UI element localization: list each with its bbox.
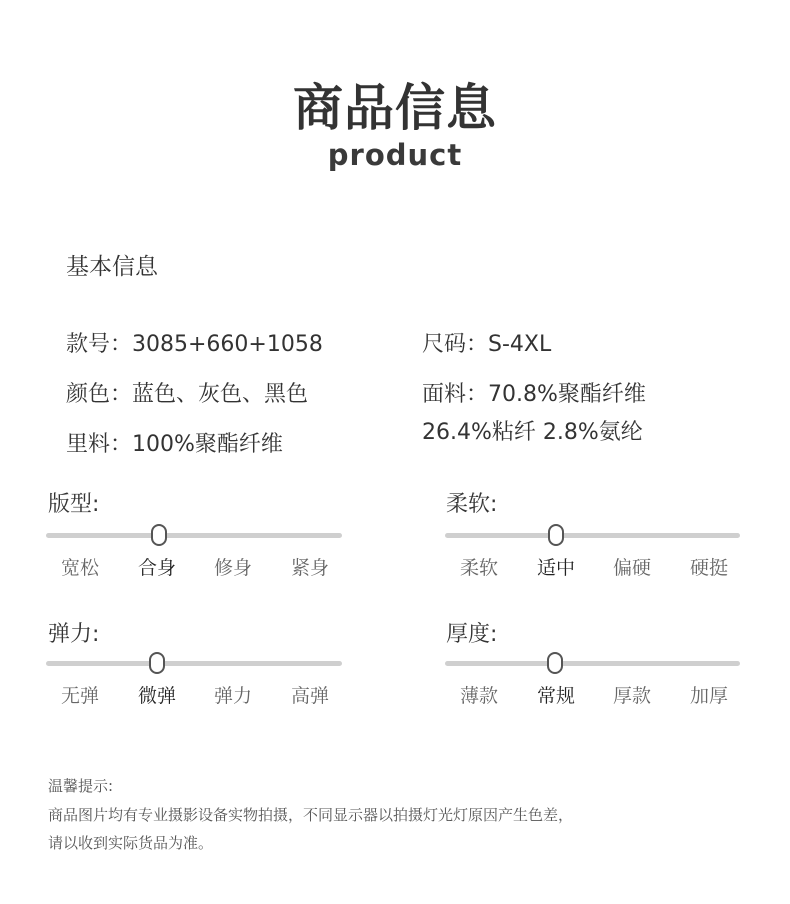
colors: 颜色：蓝色、灰色、黑色 xyxy=(66,382,309,407)
softness-option-selected: 适中 xyxy=(536,557,575,579)
softness-option: 偏硬 xyxy=(612,557,651,579)
page-title: 商品信息 xyxy=(293,79,497,137)
fabric-line-1: 面料：70.8%聚酯纤维 xyxy=(422,382,646,407)
fabric-line-2: 26.4%粘纤 2.8%氨纶 xyxy=(422,420,643,445)
elasticity-option: 弹力 xyxy=(213,685,252,707)
elasticity-option: 无弹 xyxy=(60,685,99,707)
softness-slider-track xyxy=(445,533,740,538)
thickness-option: 薄款 xyxy=(459,685,498,707)
fit-option-selected: 合身 xyxy=(137,557,176,579)
fit-slider-track xyxy=(46,533,342,538)
section-title: 基本信息 xyxy=(66,254,158,280)
thickness-slider-track xyxy=(445,661,740,666)
elasticity-option-selected: 微弹 xyxy=(137,685,176,707)
lining: 里料：100%聚酯纤维 xyxy=(66,432,283,457)
softness-option: 柔软 xyxy=(459,557,498,579)
softness-slider-knob[interactable] xyxy=(548,524,564,546)
softness-label: 柔软: xyxy=(446,492,498,517)
style-number: 款号：3085+660+1058 xyxy=(66,332,323,357)
elasticity-label: 弹力: xyxy=(48,622,100,647)
fit-option: 宽松 xyxy=(60,557,99,579)
softness-option: 硬挺 xyxy=(689,557,728,579)
size-range: 尺码：S-4XL xyxy=(422,332,552,357)
thickness-label: 厚度: xyxy=(446,622,498,647)
fit-slider-knob[interactable] xyxy=(151,524,167,546)
thickness-option: 厚款 xyxy=(612,685,651,707)
thickness-slider-knob[interactable] xyxy=(547,652,563,674)
notice-title: 温馨提示: xyxy=(48,777,114,795)
fit-option: 紧身 xyxy=(290,557,329,579)
fit-label: 版型: xyxy=(48,492,100,517)
thickness-option: 加厚 xyxy=(689,685,728,707)
thickness-option-selected: 常规 xyxy=(536,685,575,707)
notice-line-2: 请以收到实际货品为准。 xyxy=(48,834,214,852)
elasticity-slider-knob[interactable] xyxy=(149,652,165,674)
fit-option: 修身 xyxy=(213,557,252,579)
elasticity-slider-track xyxy=(46,661,342,666)
page-subtitle: product xyxy=(327,138,463,172)
elasticity-option: 高弹 xyxy=(290,685,329,707)
notice-line-1: 商品图片均有专业摄影设备实物拍摄，不同显示器以拍摄灯光灯原因产生色差， xyxy=(48,806,574,824)
